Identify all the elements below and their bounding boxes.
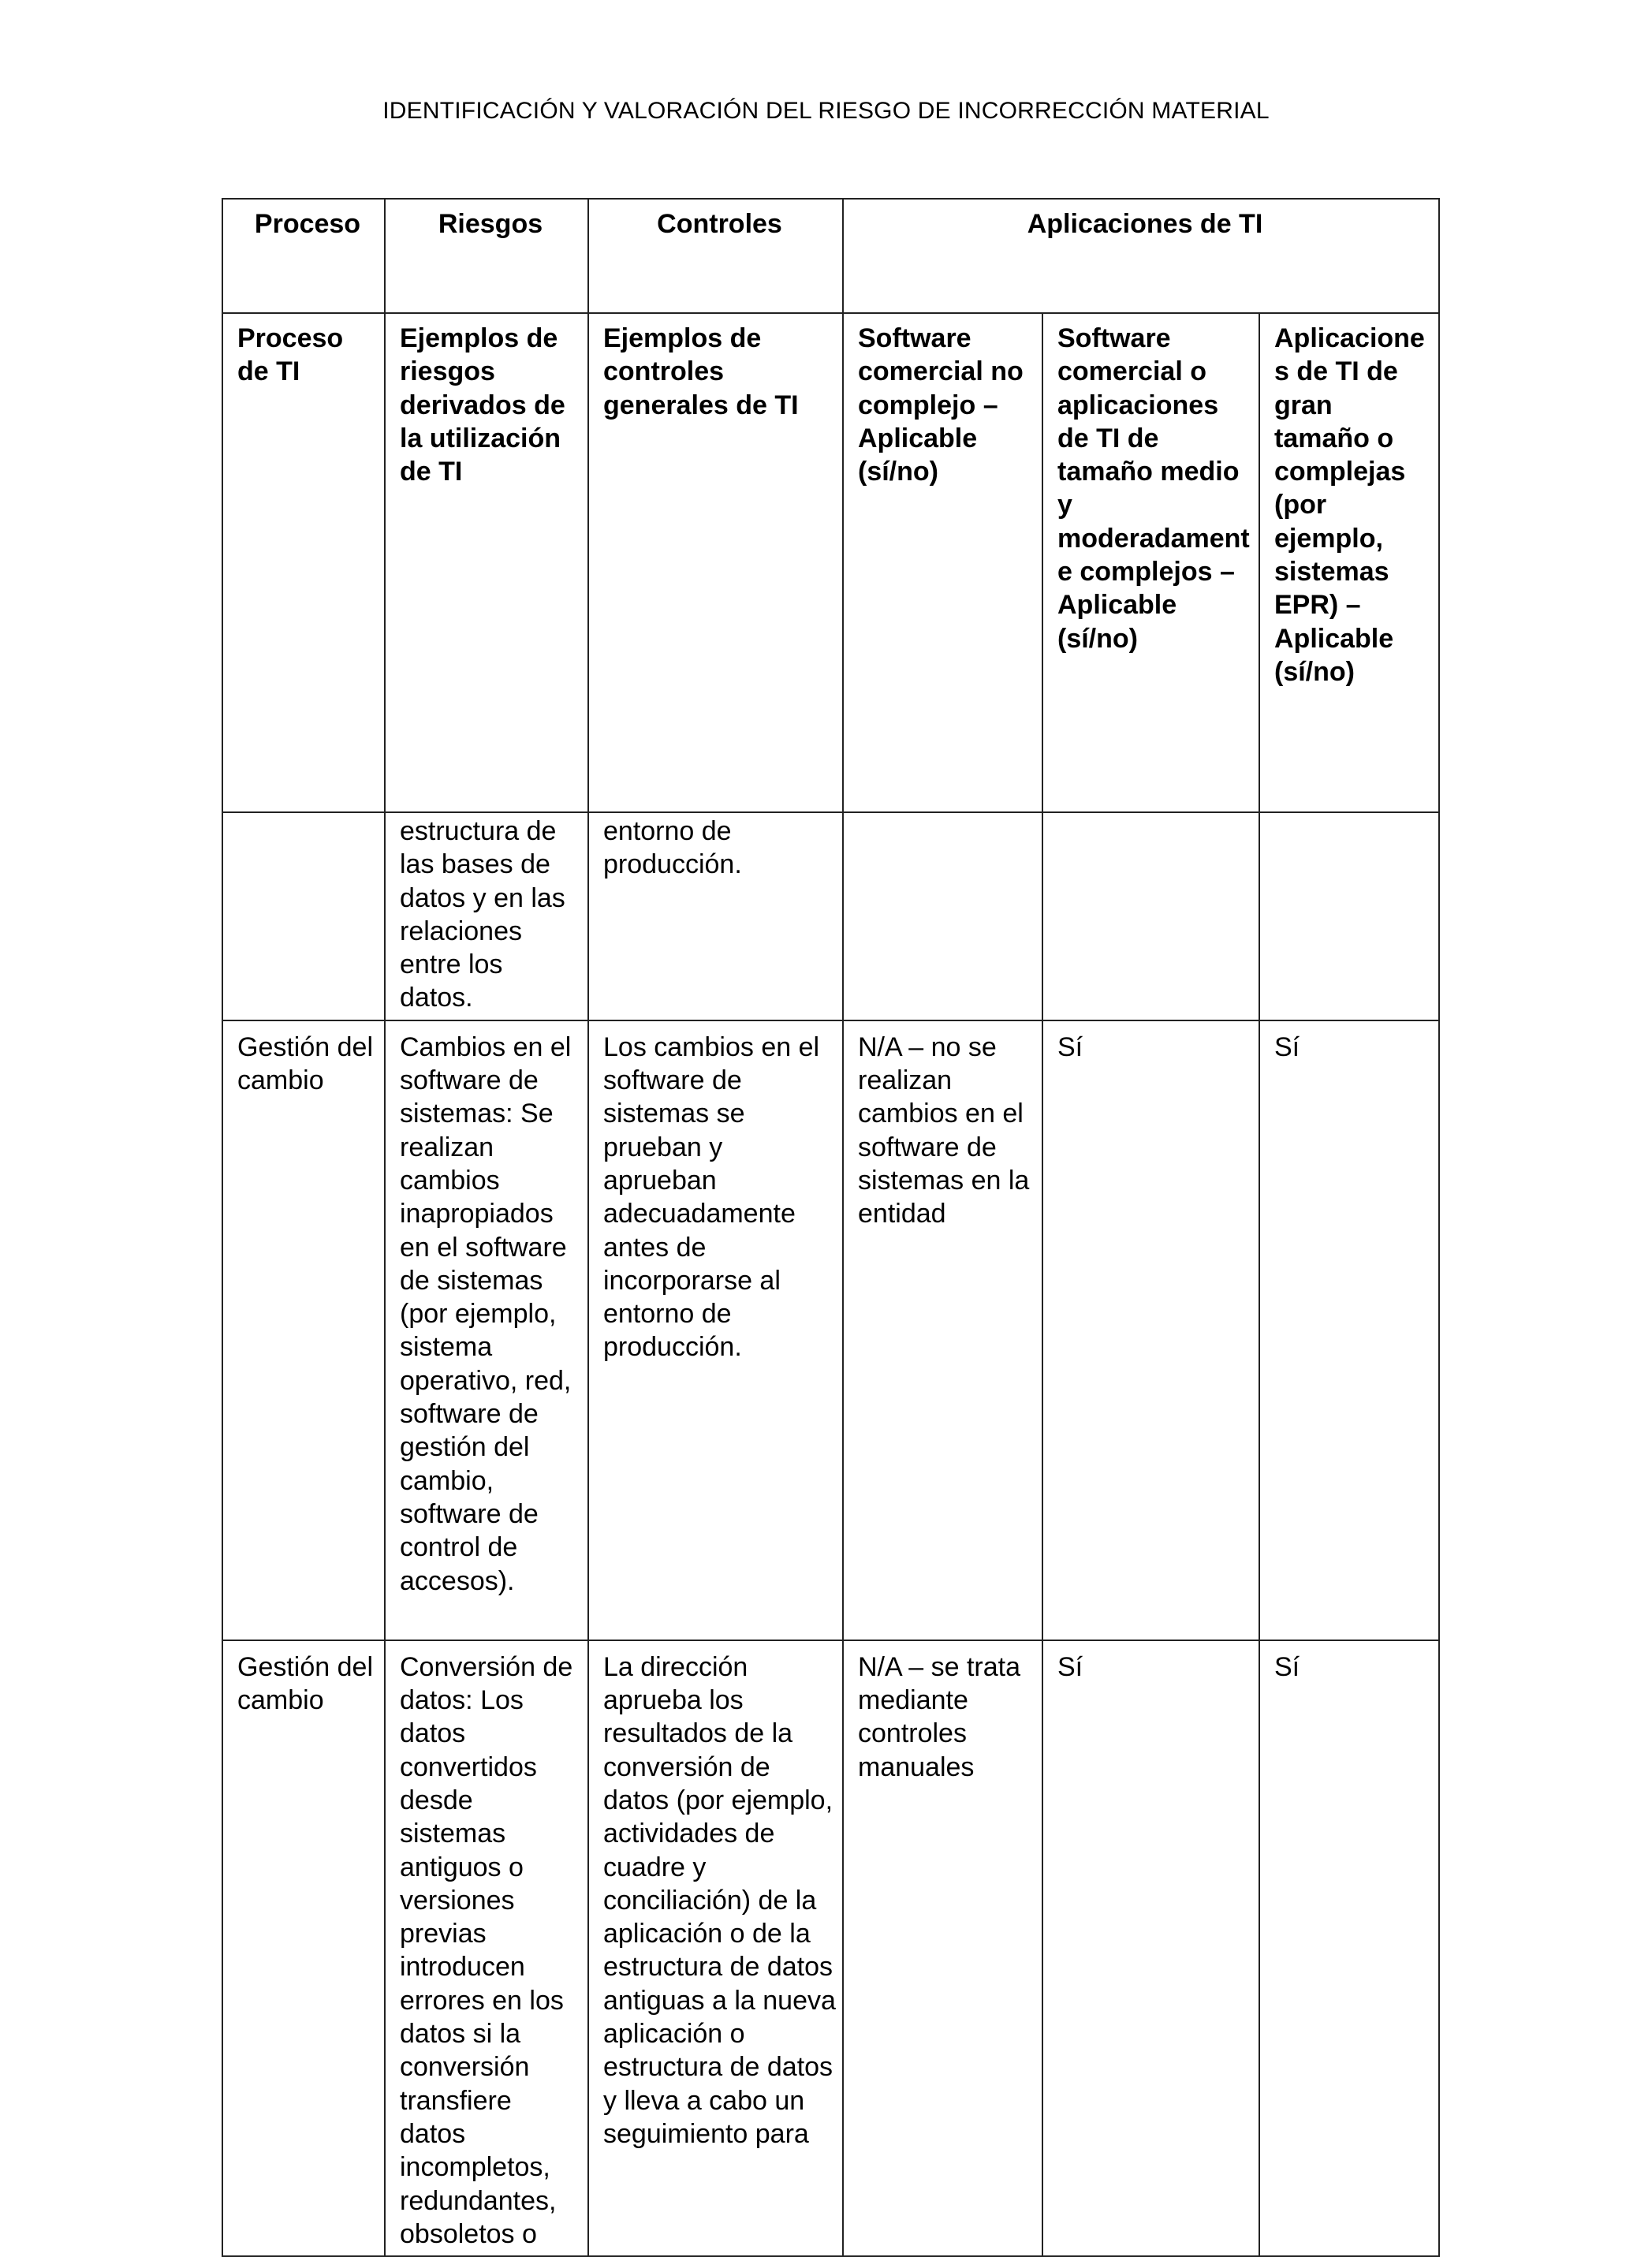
cell-proceso: Gestión del cambio bbox=[222, 1020, 385, 1640]
header-controles: Controles bbox=[588, 199, 843, 313]
cell-grande: Sí bbox=[1259, 1640, 1439, 2256]
header-aplicaciones: Aplicaciones de TI bbox=[843, 199, 1439, 313]
cell-medio bbox=[1042, 812, 1259, 1020]
subheader-ejemplos-riesgos: Ejemplos de riesgos derivados de la utilización de TI bbox=[385, 313, 588, 812]
cell-medio: Sí bbox=[1042, 1020, 1259, 1640]
cell-grande bbox=[1259, 812, 1439, 1020]
risk-table bbox=[222, 198, 1440, 2257]
cell-control: Los cambios en el software de sistemas se prueban y aprueban adecuadamente antes de incorporarse al entorno de producción. bbox=[588, 1020, 843, 1640]
cell-grande: Sí bbox=[1259, 1020, 1439, 1640]
subheader-proceso-ti: Proceso de TI bbox=[222, 313, 385, 812]
cell-control: La dirección aprueba los resultados de la conversión de datos (por ejemplo, actividades de cuadre y conciliación) de la aplicación o de la estructura de datos antiguas a la nueva aplicación o estructura de datos y lleva a cabo un seguimiento para bbox=[588, 1640, 843, 2256]
cell-no-complejo: N/A – no se realizan cambios en el software de sistemas en la entidad bbox=[843, 1020, 1042, 1640]
table-subheader-row bbox=[222, 313, 1439, 812]
cell-riesgo: estructura de las bases de datos y en las relaciones entre los datos. bbox=[385, 812, 588, 1020]
table-row bbox=[222, 1640, 1439, 2256]
cell-control: entorno de producción. bbox=[588, 812, 843, 1020]
table-header-row bbox=[222, 199, 1439, 313]
cell-proceso: Gestión del cambio bbox=[222, 1640, 385, 2256]
cell-proceso bbox=[222, 812, 385, 1020]
header-riesgos: Riesgos bbox=[385, 199, 588, 313]
header-proceso: Proceso bbox=[222, 199, 385, 313]
subheader-ejemplos-controles: Ejemplos de controles generales de TI bbox=[588, 313, 843, 812]
cell-medio: Sí bbox=[1042, 1640, 1259, 2256]
table-row bbox=[222, 1020, 1439, 1640]
subheader-software-no-complejo: Software comercial no complejo – Aplicable (sí/no) bbox=[843, 313, 1042, 812]
subheader-aplicaciones-grandes: Aplicaciones de TI de gran tamaño o complejas (por ejemplo, sistemas EPR) – Aplicable (sí/no) bbox=[1259, 313, 1439, 812]
document-title: IDENTIFICACIÓN Y VALORACIÓN DEL RIESGO DE INCORRECCIÓN MATERIAL bbox=[382, 98, 1270, 124]
cell-no-complejo: N/A – se trata mediante controles manuales bbox=[843, 1640, 1042, 2256]
subheader-software-medio: Software comercial o aplicaciones de TI de tamaño medio y moderadamente complejos – Aplicable (sí/no) bbox=[1042, 313, 1259, 812]
cell-riesgo: Cambios en el software de sistemas: Se realizan cambios inapropiados en el software de sistemas (por ejemplo, sistema operativo, red, software de gestión del cambio, software de control de accesos). bbox=[385, 1020, 588, 1640]
cell-riesgo: Conversión de datos: Los datos convertidos desde sistemas antiguos o versiones previas introducen errores en los datos si la conversión transfiere datos incompletos, redundantes, obsoletos o bbox=[385, 1640, 588, 2256]
table-row bbox=[222, 812, 1439, 1020]
cell-no-complejo bbox=[843, 812, 1042, 1020]
